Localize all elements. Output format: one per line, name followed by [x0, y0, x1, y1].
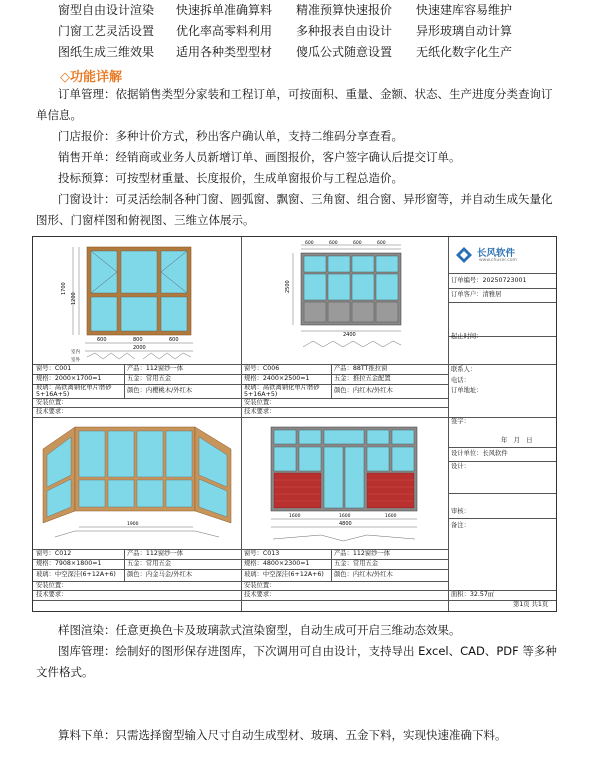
feature-item: 无纸化数字化生产	[416, 45, 513, 59]
window-1-requirement: 技术要求：	[36, 408, 68, 415]
signature: 签字：	[451, 418, 470, 425]
feature-item: 门窗工艺灵活设置	[58, 24, 155, 38]
svg-text:600: 600	[329, 241, 338, 246]
window-2-position: 安装位置：	[244, 399, 276, 406]
page-number: 第1页 共1页	[513, 601, 549, 608]
svg-text:室外: 室外	[71, 358, 80, 363]
svg-text:1600: 1600	[339, 514, 351, 519]
svg-text:2500: 2500	[285, 280, 291, 293]
paragraph-design: 门窗设计：可灵活绘制各种门窗、圆弧窗、飘窗、三角窗、组合窗、异形窗等，并自动生成矢量化图形、门窗样图和俯视图、三维立体展示。	[36, 192, 553, 227]
window-1-glass: 玻璃：高铁离钢化单片磨砂5+16A+5)	[36, 384, 112, 398]
window-c001-drawing	[35, 239, 239, 363]
window-2-glass: 玻璃：高铁离钢化单片磨砂5+16A+5)	[244, 384, 320, 398]
feature-item: 异形玻璃自动计算	[416, 24, 513, 38]
feature-item: 窗型自由设计渲染	[58, 3, 155, 17]
window-4-no: 窗号：C013	[244, 550, 280, 557]
contact-person: 联系人：	[451, 366, 477, 373]
window-3-color: 颜色：内金马金/外红木	[127, 571, 193, 578]
window-4-position: 安装位置：	[244, 582, 276, 589]
logo-mark-icon	[455, 246, 473, 264]
feature-item: 适用各种类型型材	[176, 45, 273, 59]
window-1-hardware: 五金：常用五金	[127, 375, 172, 382]
logo-url: www.chuser.com	[479, 258, 517, 263]
svg-text:800: 800	[133, 337, 143, 343]
order-client: 订单客户：清雅居	[451, 291, 502, 298]
svg-text:600: 600	[377, 241, 386, 246]
window-2-hardware: 五金：推拉五金配置	[334, 375, 391, 382]
svg-text:1900: 1900	[127, 522, 139, 527]
svg-text:600: 600	[305, 241, 314, 246]
paragraph-store: 门店报价：多种计价方式，秒出客户确认单，支持二维码分享查看。	[58, 129, 403, 143]
window-4-requirement: 技术要求：	[244, 591, 276, 598]
feature-item: 快速拆单准确算料	[176, 3, 273, 17]
sign-date: 年 月 日	[501, 437, 533, 444]
svg-text:1200: 1200	[71, 292, 77, 305]
svg-text:4800: 4800	[339, 521, 352, 527]
window-2-color: 颜色：内红木/外红木	[334, 387, 393, 394]
window-c006-drawing	[243, 239, 447, 363]
order-number: 订单编号：20250723001	[451, 277, 527, 284]
window-3-glass: 玻璃：中空深洼(6+12A+6)	[36, 571, 116, 578]
window-2-spec: 规格：2400×2500=1	[244, 375, 310, 382]
window-3-requirement: 技术要求：	[36, 591, 68, 598]
remark: 备注：	[451, 522, 470, 529]
paragraph-library: 图库管理：绘制好的图形保存进图库，下次调用可自由设计，支持导出 Excel、CAD、PDF 等多种文件格式。	[36, 644, 557, 679]
auditor: 审核：	[451, 508, 470, 515]
paragraph-bid: 投标预算：可按型材重量、长度报价，生成单窗报价与工程总造价。	[58, 171, 403, 185]
feature-item: 傻瓜公式随意设置	[296, 45, 393, 59]
window-3-no: 窗号：C012	[36, 550, 72, 557]
feature-item: 多种报表自由设计	[296, 24, 393, 38]
paragraph-order: 订单管理：依据销售类型分家装和工程订单，可按面积、重量、金额、状态、生产进度分类查询订单信息。	[36, 87, 553, 122]
svg-text:1600: 1600	[385, 514, 397, 519]
svg-text:室内: 室内	[71, 350, 80, 355]
window-c013-drawing	[243, 419, 447, 547]
window-4-spec: 规格：4800×2300=1	[244, 560, 310, 567]
phone: 电话：	[451, 377, 470, 384]
window-3-position: 安装位置：	[36, 582, 68, 589]
window-4-glass: 玻璃：中空深洼(6+12A+6)	[244, 571, 324, 578]
svg-text:2400: 2400	[343, 332, 356, 338]
window-3-hardware: 五金：常用五金	[127, 560, 172, 567]
window-2-requirement: 技术要求：	[244, 408, 276, 415]
window-1-spec: 规格：2000×1700=1	[36, 375, 102, 382]
window-4-color: 颜色：内红木/外红木	[334, 571, 393, 578]
svg-text:600: 600	[97, 337, 107, 343]
window-2-no: 窗号：C006	[244, 365, 280, 372]
window-4-product: 产品：112窗纱一体	[334, 550, 391, 557]
svg-text:600: 600	[353, 241, 362, 246]
window-1-no: 窗号：C001	[36, 365, 72, 372]
svg-text:2000: 2000	[133, 345, 146, 351]
paragraph-sales: 销售开单：经销商或业务人员新增订单、画图报价，客户签字确认后提交订单。	[58, 150, 461, 164]
window-c012-drawing	[35, 419, 239, 547]
start-end-time: 起止时间：	[451, 333, 483, 340]
feature-item: 快速建库容易维护	[416, 3, 513, 17]
svg-text:1600: 1600	[289, 514, 301, 519]
svg-text:1700: 1700	[61, 282, 67, 295]
window-2-product: 产品：88TT推拉窗	[334, 365, 388, 372]
paragraph-render: 样图渲染：任意更换色卡及玻璃款式渲染窗型，自动生成可开启三维动态效果。	[58, 623, 461, 637]
window-1-position: 安装位置：	[36, 399, 68, 406]
window-3-product: 产品：112窗纱一体	[127, 550, 184, 557]
drawing-sheet	[32, 236, 557, 612]
design-unit: 设计单位：长风软件	[451, 450, 508, 457]
total-area: 面积：32.57㎡	[451, 591, 495, 598]
logo-text: 长风软件	[477, 248, 516, 259]
designer: 设计：	[451, 463, 470, 470]
svg-text:600: 600	[169, 337, 179, 343]
order-address: 订单地址：	[451, 387, 483, 394]
window-3-spec: 规格：7908×1800=1	[36, 560, 102, 567]
company-logo	[453, 243, 553, 269]
feature-item: 精准预算快速报价	[296, 3, 393, 17]
window-1-product: 产品：112窗纱一体	[127, 365, 184, 372]
feature-item: 优化率高零料利用	[176, 24, 273, 38]
window-1-color: 颜色：内樱桃木/外红木	[127, 387, 193, 394]
section-heading: ◇功能详解	[60, 70, 122, 85]
paragraph-cutting: 算料下单：只需选择窗型输入尺寸自动生成型材、玻璃、五金下料，实现快速准确下料。	[58, 728, 507, 742]
window-4-hardware: 五金：常用五金	[334, 560, 379, 567]
feature-item: 图纸生成三维效果	[58, 45, 155, 59]
